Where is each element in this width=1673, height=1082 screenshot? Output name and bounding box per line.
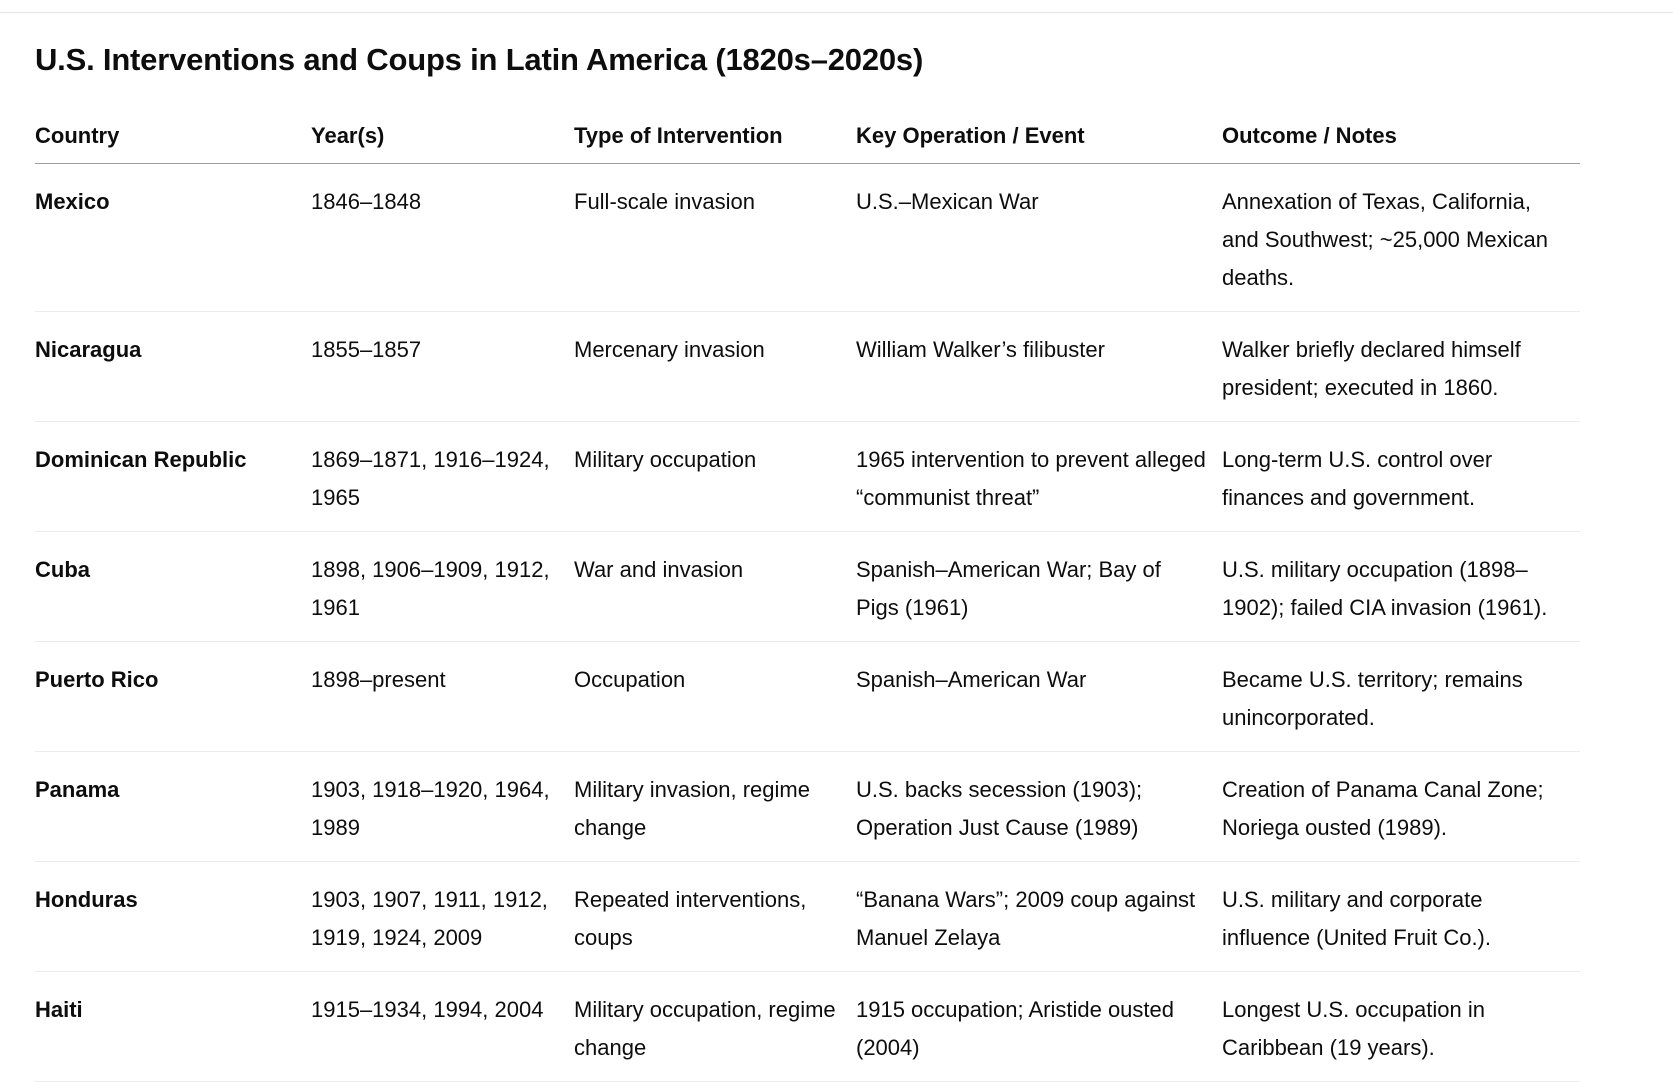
key-event-cell: 1965 intervention to prevent alleged “communist threat” [856,422,1222,532]
outcome-cell: U.S. military and corporate influence (United Fruit Co.). [1222,862,1580,972]
type-cell: Occupation [574,642,856,752]
country-cell: Honduras [35,862,311,972]
outcome-cell: Creation of Panama Canal Zone; Noriega ousted (1989). [1222,752,1580,862]
table-header-row [35,117,1580,164]
years-cell: 1903, 1918–1920, 1964, 1989 [311,752,574,862]
header-country: Country [35,117,311,164]
header-outcome: Outcome / Notes [1222,117,1580,164]
top-divider [0,12,1673,13]
type-cell: Military invasion, regime change [574,752,856,862]
key-event-cell: 1915 occupation; Aristide ousted (2004) [856,972,1222,1082]
table-row [35,312,1580,422]
country-cell: Puerto Rico [35,642,311,752]
table-row [35,532,1580,642]
outcome-cell: Became U.S. territory; remains unincorporated. [1222,642,1580,752]
years-cell: 1855–1857 [311,312,574,422]
key-event-cell: Spanish–American War; Bay of Pigs (1961) [856,532,1222,642]
outcome-cell: Annexation of Texas, California, and Southwest; ~25,000 Mexican deaths. [1222,164,1580,312]
country-cell: Haiti [35,972,311,1082]
page-title: U.S. Interventions and Coups in Latin America (1820s–2020s) [35,42,924,77]
header-key-event: Key Operation / Event [856,117,1222,164]
years-cell: 1869–1871, 1916–1924, 1965 [311,422,574,532]
table-row [35,752,1580,862]
header-years: Year(s) [311,117,574,164]
type-cell: Full-scale invasion [574,164,856,312]
outcome-cell: Long-term U.S. control over finances and government. [1222,422,1580,532]
key-event-cell: Spanish–American War [856,642,1222,752]
country-cell: Nicaragua [35,312,311,422]
content-area [35,33,1580,1082]
table-row [35,972,1580,1082]
key-event-cell: William Walker’s filibuster [856,312,1222,422]
country-cell: Panama [35,752,311,862]
key-event-cell: U.S.–Mexican War [856,164,1222,312]
years-cell: 1846–1848 [311,164,574,312]
years-cell: 1898, 1906–1909, 1912, 1961 [311,532,574,642]
outcome-cell: U.S. military occupation (1898–1902); failed CIA invasion (1961). [1222,532,1580,642]
type-cell: Military occupation, regime change [574,972,856,1082]
key-event-cell: “Banana Wars”; 2009 coup against Manuel Zelaya [856,862,1222,972]
country-cell: Mexico [35,164,311,312]
type-cell: War and invasion [574,532,856,642]
years-cell: 1898–present [311,642,574,752]
country-cell: Dominican Republic [35,422,311,532]
outcome-cell: Longest U.S. occupation in Caribbean (19 years). [1222,972,1580,1082]
country-cell: Cuba [35,532,311,642]
outcome-cell: Walker briefly declared himself president; executed in 1860. [1222,312,1580,422]
table-row [35,642,1580,752]
table-row [35,422,1580,532]
table-body [35,164,1580,1082]
table-row [35,862,1580,972]
table-row [35,164,1580,312]
key-event-cell: U.S. backs secession (1903); Operation Just Cause (1989) [856,752,1222,862]
years-cell: 1903, 1907, 1911, 1912, 1919, 1924, 2009 [311,862,574,972]
type-cell: Military occupation [574,422,856,532]
interventions-table [35,117,1580,1082]
header-type: Type of Intervention [574,117,856,164]
type-cell: Mercenary invasion [574,312,856,422]
years-cell: 1915–1934, 1994, 2004 [311,972,574,1082]
type-cell: Repeated interventions, coups [574,862,856,972]
